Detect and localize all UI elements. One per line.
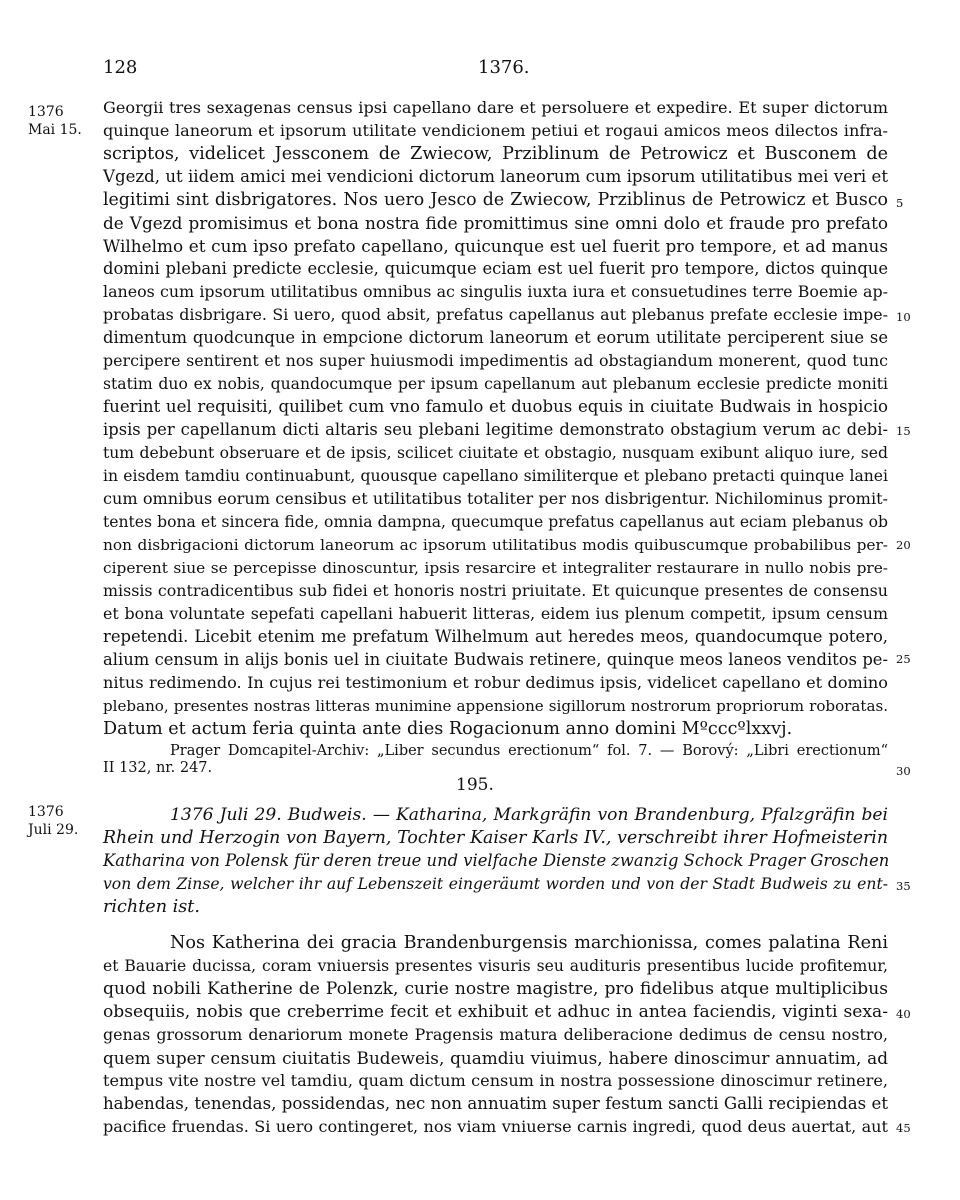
line-number: 30: [896, 764, 911, 778]
text-line: repetendi. Licebit etenim me prefatum Wilhelmum aut heredes meos, quandocumque potero,: [103, 627, 888, 646]
text-line: et bona voluntate sepefati capellani habuerit litteras, eidem ius plenum competit, ipsum censum: [103, 604, 888, 623]
text-line: laneos cum ipsorum utilitatibus omnibus ac singulis iuxta iura et consuetudines terre Boemie ap-: [103, 282, 888, 301]
line-number: 20: [896, 538, 911, 552]
text-line: in eisdem tamdiu continuabunt, quousque capellano similiterque et plebano pretacti quinque lanei: [103, 467, 888, 485]
text-line: Nos Katherina dei gracia Brandenburgensis marchionissa, comes palatina Reni: [170, 933, 888, 953]
margin-date-year: 1376: [28, 804, 64, 820]
text-line: Georgii tres sexagenas census ipsi capellano dare et persoluere et expedire. Et super dictorum: [103, 98, 888, 117]
text-line: percipere sentirent et nos super huiusmodi impedimentis ad obstagiandum monerent, quod tunc: [103, 351, 888, 370]
regest-line: Rhein und Herzogin von Bayern, Tochter Kaiser Karls IV., verschreibt ihrer Hofmeisterin: [103, 828, 888, 848]
text-line: dimentum quodcunque in empcione dictorum laneorum et eorum utilitate perciperent siue se: [103, 328, 888, 347]
text-line: legitimi sint disbrigatores. Nos uero Jesco de Zwiecow, Prziblinus de Petrowicz et Busco: [103, 190, 888, 210]
text-line: fuerint uel requisiti, quilibet cum vno famulo et duobus equis in ciuitate Budwais in hospicio: [103, 397, 888, 416]
text-line: Vgezd, ut iidem amici mei vendicioni dictorum laneorum cum ipsorum utilitatibus mei veri et: [103, 167, 888, 186]
line-number: 45: [896, 1121, 911, 1135]
margin-date-year: 1376: [28, 104, 64, 120]
text-line: plebano, presentes nostras litteras munimine appensione sigillorum nostrorum propriorum roboratas.: [103, 697, 888, 715]
text-line: obsequiis, nobis que creberrime fecit et exhibuit et adhuc in antea faciendis, viginti sexa-: [103, 1002, 888, 1022]
text-line: missis contradicentibus sub fidei et honoris nostri priuitate. Et quicunque presentes de consensu: [103, 581, 888, 600]
text-line: et Bauarie ducissa, coram vniuersis presentes visuris seu audituris presentibus lucide profitemur,: [103, 957, 888, 975]
text-line: pacifice fruendas. Si uero contingeret, nos viam vniuerse carnis ingredi, quod deus auertat, aut: [103, 1117, 888, 1136]
text-line: alium censum in alijs bonis uel in ciuitate Budwais retinere, quinque meos laneos venditos pe-: [103, 650, 888, 669]
text-line: quinque laneorum et ipsorum utilitate vendicionem petiui et rogaui amicos meos dilectos infra-: [103, 121, 888, 140]
line-number: 40: [896, 1007, 911, 1021]
regest-line: von dem Zinse, welcher ihr auf Lebenszeit eingeräumt worden und von der Stadt Budweis zu ent-: [103, 875, 888, 893]
archive-source-note: Prager Domcapitel-Archiv: „Liber secundus erectionum“ fol. 7. — Borový: „Libri erectionum“: [170, 743, 888, 759]
page-number: 128: [103, 57, 138, 78]
running-head-year: 1376.: [478, 57, 530, 78]
text-line: cum omnibus eorum censibus et utilitatibus totaliter per nos disbrigentur. Nichilominus promit-: [103, 489, 888, 508]
margin-date-day: Juli 29.: [28, 822, 79, 838]
text-line: habendas, tenendas, possidendas, nec non annuatim super festum sancti Galli recipiendas et: [103, 1094, 888, 1113]
text-line: statim duo ex nobis, quandocumque per ipsum capellanum aut plebanum ecclesie predicte moniti: [103, 375, 888, 393]
text-line: Datum et actum feria quinta ante dies Rogacionum anno domini Mºcccºlxxvj.: [103, 719, 793, 739]
text-line: tentes bona et sincera fide, omnia dampna, quecumque prefatus capellanus aut eciam plebanus ob: [103, 513, 888, 531]
document-number: 195.: [456, 775, 494, 795]
text-line: tum debebunt obseruare et de ipsis, scilicet ciuitate et obstagio, nusquam exibunt aliquo iure, sed: [103, 444, 888, 462]
line-number: 35: [896, 879, 911, 893]
line-number: 25: [896, 652, 911, 666]
text-line: de Vgezd promisimus et bona nostra fide promittimus sine omni dolo et fraude pro prefato: [103, 213, 888, 233]
text-line: non disbrigacioni dictorum laneorum ac ipsorum utilitatibus modis quibuscumque probabilibus per-: [103, 536, 888, 554]
text-line: ipsis per capellanum dicti altaris seu plebani legitime demonstrato obstagium verum ac debi-: [103, 420, 888, 439]
regest-line: richten ist.: [103, 897, 200, 917]
text-line: nitus redimendo. In cujus rei testimonium et robur dedimus ipsis, videlicet capellano et domino: [103, 673, 888, 692]
line-number: 5: [896, 196, 904, 210]
line-number: 15: [896, 424, 911, 438]
text-line: domini plebani predicte ecclesie, quicumque eciam est uel fuerit pro tempore, dictos quinque: [103, 259, 888, 278]
text-line: quem super censum ciuitatis Budeweis, quamdiu viuimus, habere dinoscimur annuatim, ad: [103, 1048, 888, 1068]
text-line: genas grossorum denariorum monete Pragensis matura deliberacione dedimus de censu nostro,: [103, 1025, 888, 1044]
regest-line: Katharina von Polensk für deren treue und vielfache Dienste zwanzig Schock Prager Groschen: [103, 851, 890, 870]
text-line: tempus vite nostre vel tamdiu, quam dictum censum in nostra possessione dinoscimur retinere,: [103, 1071, 888, 1090]
regest-line: 1376 Juli 29. Budweis. — Katharina, Markgräfin von Brandenburg, Pfalzgräfin bei: [170, 805, 888, 825]
line-number: 10: [896, 310, 911, 324]
text-line: scriptos, videlicet Jessconem de Zwiecow, Prziblinum de Petrowicz et Busconem de: [103, 144, 888, 164]
margin-date-day: Mai 15.: [28, 122, 82, 138]
text-line: quod nobili Katherine de Polenzk, curie nostre magistre, pro fidelibus atque multiplicibus: [103, 979, 888, 999]
archive-source-note: II 132, nr. 247.: [103, 760, 213, 776]
text-line: ciperent siue se percepisse dinoscuntur, ipsis resarcire et integraliter restaurare in nullo nobis pre-: [103, 559, 888, 577]
text-line: probatas disbrigare. Si uero, quod absit, prefatus capellanus aut plebanus prefate ecclesie impe-: [103, 305, 888, 324]
text-line: Wilhelmo et cum ipso prefato capellano, quicunque est uel fuerit pro tempore, et ad manus: [103, 236, 888, 256]
